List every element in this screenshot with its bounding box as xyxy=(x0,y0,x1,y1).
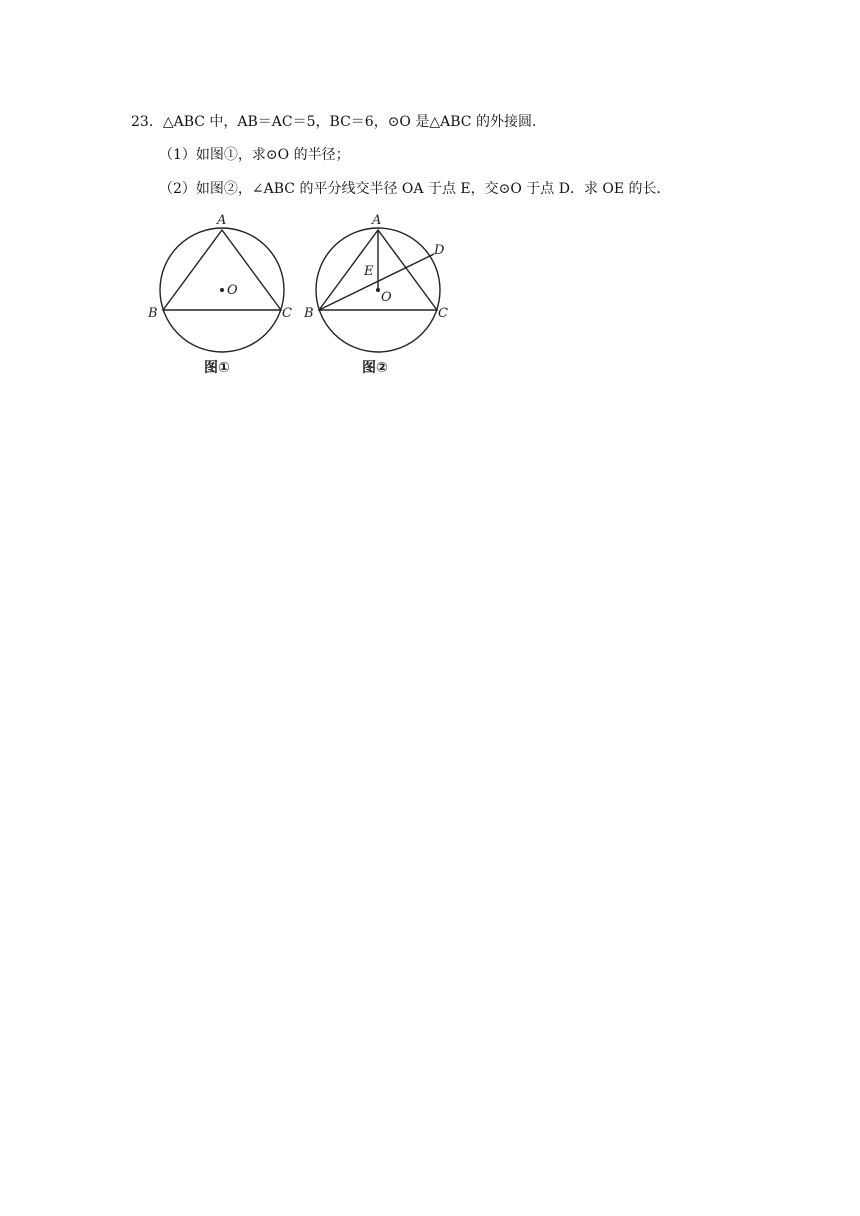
triangle-abc-1 xyxy=(163,230,281,310)
center-point-2 xyxy=(376,288,380,292)
label-e-2: E xyxy=(364,264,374,279)
geometry-figures xyxy=(140,206,470,382)
figure-2-caption: 图② xyxy=(362,360,388,376)
question-title: 23．△ABC 中，AB＝AC＝5，BC＝6，⊙O 是△ABC 的外接圆． xyxy=(131,114,546,130)
figures-svg xyxy=(140,206,470,382)
label-c-2: C xyxy=(438,306,448,321)
label-b-1: B xyxy=(148,306,158,321)
center-point-1 xyxy=(220,288,224,292)
label-o-1: O xyxy=(227,283,238,298)
question-part-2: （2）如图②，∠ABC 的平分线交半径 OA 于点 E，交⊙O 于点 D．求 OE 的长． xyxy=(159,181,671,197)
question-part-1: （1）如图①，求⊙O 的半径； xyxy=(159,147,350,163)
figure-1-caption: 图① xyxy=(204,360,230,376)
label-a-1: A xyxy=(217,213,227,228)
label-b-2: B xyxy=(304,306,314,321)
label-d-2: D xyxy=(434,243,445,258)
label-c-1: C xyxy=(282,306,292,321)
label-o-2: O xyxy=(381,290,392,305)
label-a-2: A xyxy=(372,213,382,228)
